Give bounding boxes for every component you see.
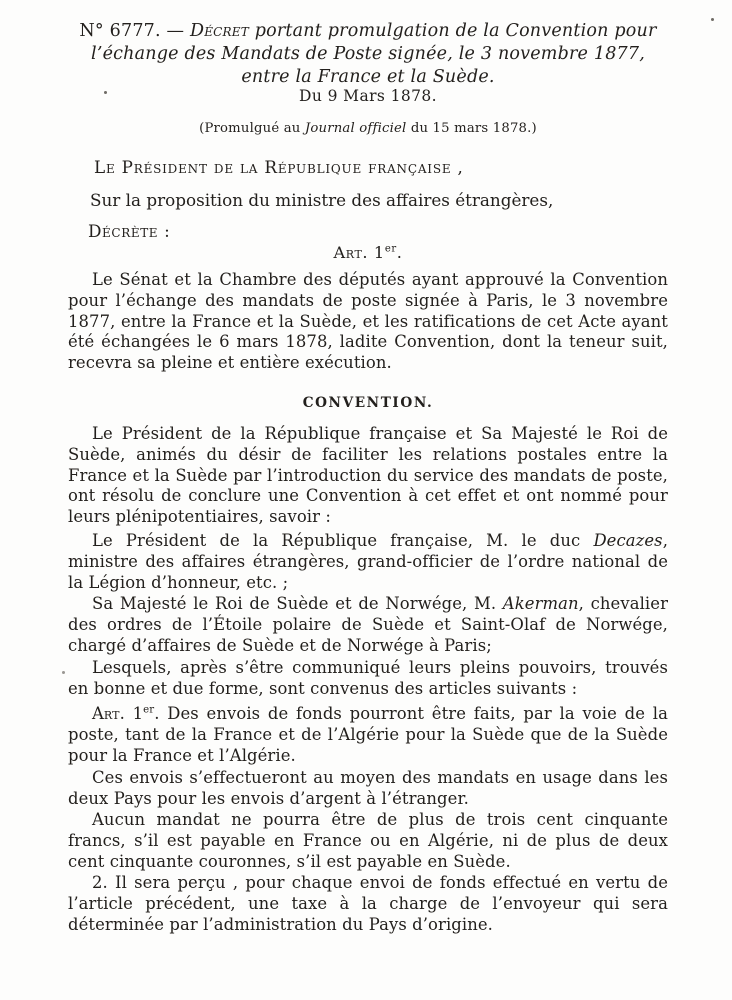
article-1-label: Art. 1 [92,704,144,723]
article-1-paragraph [68,704,668,766]
agreement-paragraph: Lesquels, après s’être communiqué leurs pleins pouvoirs, trouvés en bonne et due forme, sont convenus des articles suivants : [68,658,668,698]
convention-preamble: Le Président de la République française et Sa Majesté le Roi de Suède, animés du désir de faciliter les relations postales entre la France et la Suède par l’introduction du service des mandats de poste, ont résolu de conclure une Convention à cet effet et ont nommé pour leurs plénipotentiaires, savoir : [68,424,668,527]
article-1-heading-sup: er [384,243,397,255]
dateline: Du 9 Mars 1878. [299,87,437,105]
decree-body-paragraph: Le Sénat et la Chambre des députés ayant approuvé la Convention pour l’échange des mandats de poste signée à Paris, le 3 novembre 1877, entre la France et la Suède, et les ratifications de cet Acte ayant été échangées le 6 mars 1878, ladite Convention, dont la teneur suit, recevra sa pleine et entière exécution. [68,270,668,373]
headnote [68,20,668,89]
article-1-heading-dot: . [396,243,403,262]
plenipotentiary-sweden-post: , chevalier des ordres de l’Étoile polaire de Suède et Saint-Olaf de Norwége, chargé d’affaires de Suède et de Norwége à Paris; [68,594,669,655]
article-2-paragraph: 2. Il sera perçu , pour chaque envoi de fonds effectué en vertu de l’article précédent, une taxe à la charge de l’envoyeur qui sera déterminée par l’administration du Pays d’origine. [68,873,668,934]
article-1-heading-label: Art. 1 [333,243,385,262]
headnote-summary: portant promulgation de la Convention pour l’échange des Mandats de Poste signée, le 3 novembre 1877, entre la France et la Suède. [91,21,657,87]
decret-word: Décret [189,21,249,41]
article-1-sup: er [143,704,155,716]
plenipotentiary-sweden-paragraph [68,594,668,656]
article-1-paragraph-3: Aucun mandat ne pourra être de plus de trois cent cinquante francs, s’il est payable en France ou en Algérie, ni de plus de deux cent cinquante couronnes, s’il est payable en Suède. [68,810,668,871]
article-1-heading [68,243,668,262]
plenipotentiary-france-pre: Le Président de la République française, M. le duc [92,531,594,550]
plenipotentiary-france-post: , ministre des affaires étrangères, grand-officier de l’ordre national de la Légion d’honneur, etc. ; [68,531,668,592]
promulgation-note [68,121,668,136]
scan-speck [62,671,65,674]
article-1-paragraph-2: Ces envois s’effectueront au moyen des mandats en usage dans les deux Pays pour les envois d’argent à l’étranger. [68,768,668,808]
promulgation-open: (Promulgué au [199,121,305,136]
scan-speck [711,18,714,21]
proposition-line: Sur la proposition du ministre des affaires étrangères, [90,190,554,210]
journal-officiel-title: Journal officiel [304,121,407,136]
convention-heading: CONVENTION. [302,395,434,411]
promulgation-close: du 15 mars 1878.) [406,121,537,136]
plenipotentiary-france-paragraph [68,531,668,593]
plenipotentiary-france-name: Decazes [593,531,663,550]
salutation: Le Président de la République française , [94,157,464,177]
decrete-line: Décrète : [88,221,171,241]
plenipotentiary-sweden-pre: Sa Majesté le Roi de Suède et de Norwége, M. [92,594,503,613]
decree-number: N° 6777. — [79,21,190,41]
article-1-text: . Des envois de fonds pourront être faits, par la voie de la poste, tant de la France et de l’Algérie pour la Suède que de la Suède pour la France et l’Algérie. [68,704,668,765]
plenipotentiary-sweden-name: Akerman [502,594,579,613]
